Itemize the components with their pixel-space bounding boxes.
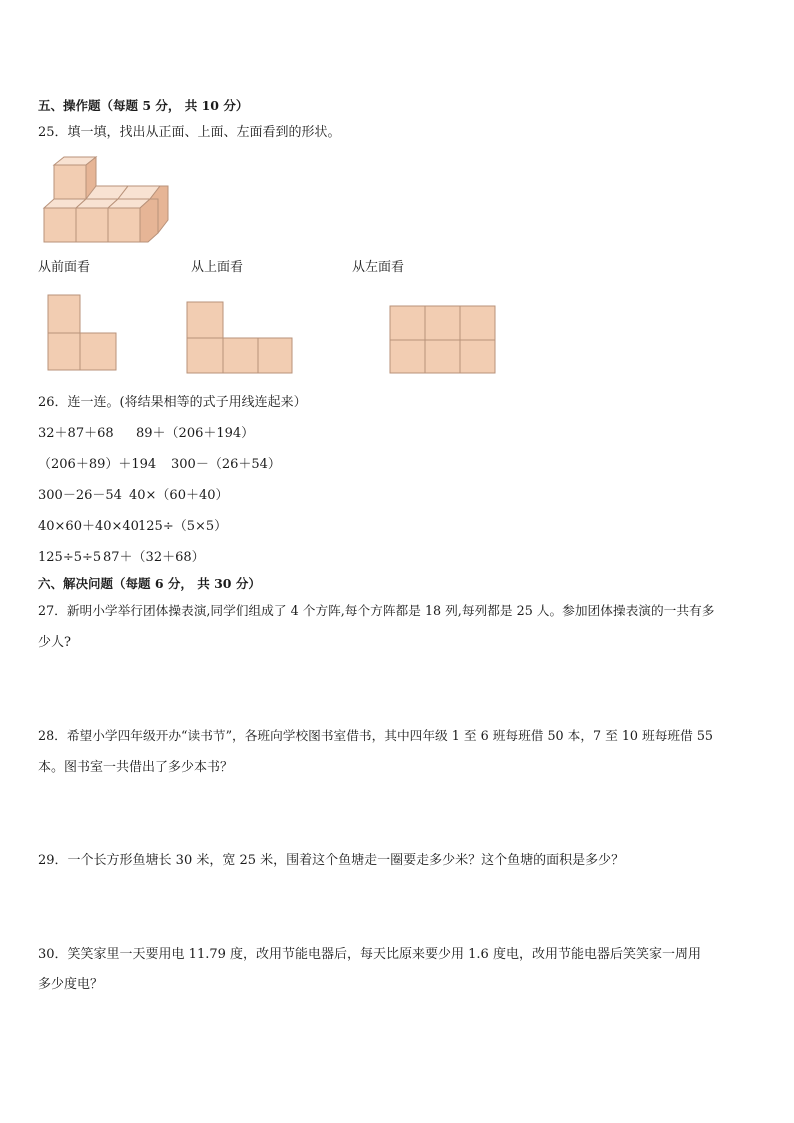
expression-left: 32＋87＋68 — [38, 426, 114, 441]
front-view-shape — [47, 294, 119, 372]
cube-front-face — [76, 208, 108, 242]
view-square — [258, 338, 292, 373]
view-square — [425, 340, 460, 373]
expression-left: 125÷5÷5 — [38, 550, 102, 565]
view-square — [48, 333, 80, 370]
view-square — [460, 306, 495, 340]
view-square — [425, 306, 460, 340]
view-square — [48, 295, 80, 333]
question-27-line2: 少人? — [38, 635, 71, 650]
expression-left: 300－26－54 — [38, 488, 122, 503]
cube-front-face — [108, 208, 140, 242]
expression-right: 300－（26＋54） — [171, 457, 281, 472]
section-five-heading: 五、操作题（每题 5 分， 共 10 分） — [38, 98, 249, 113]
cube-front-face — [44, 208, 76, 242]
question-29-line1: 29．一个长方形鱼塘长 30 米，宽 25 米，围着这个鱼塘走一圈要走多少米？这个鱼塘的面积是多少？ — [38, 853, 625, 868]
question-30-line1: 30．笑笑家里一天要用电 11.79 度，改用节能电器后，每天比原来要少用 1.6 度电，改用节能电器后笑笑家一周用 — [38, 947, 701, 962]
question-28-line1: 28．希望小学四年级开办“读书节”，各班向学校图书室借书，其中四年级 1 至 6 班每班借 50 本，7 至 10 班每班借 55 — [38, 728, 713, 743]
question-30-line2: 多少度电？ — [38, 977, 104, 992]
view-square — [390, 340, 425, 373]
cube-front-face — [54, 165, 86, 199]
cube-arrangement-figure — [40, 155, 172, 247]
label-left-view: 从左面看 — [352, 260, 405, 275]
label-front-view: 从前面看 — [38, 260, 91, 275]
view-square — [187, 338, 223, 373]
expression-left: 40×60＋40×40 — [38, 519, 139, 534]
top-view-shape — [186, 301, 294, 375]
expression-left: （206＋89）＋194 — [38, 457, 157, 472]
view-square — [223, 338, 258, 373]
view-square — [187, 302, 223, 338]
question-25-text: 25．填一填，找出从正面、上面、左面看到的形状。 — [38, 125, 341, 140]
question-26-text: 26．连一连。(将结果相等的式子用线连起来） — [38, 395, 307, 410]
view-square — [390, 306, 425, 340]
label-top-view: 从上面看 — [191, 260, 244, 275]
left-view-shape — [389, 305, 497, 375]
view-square — [80, 333, 116, 370]
expression-right: 87＋（32＋68） — [103, 550, 205, 565]
expression-right: 89＋（206＋194） — [136, 426, 255, 441]
section-six-heading: 六、解决问题（每题 6 分， 共 30 分） — [38, 576, 261, 591]
expression-right: 40×（60＋40） — [129, 488, 229, 503]
expression-right: 125÷（5×5） — [138, 519, 228, 534]
question-28-line2: 本。图书室一共借出了多少本书？ — [38, 760, 234, 775]
view-square — [460, 340, 495, 373]
question-27-line1: 27．新明小学举行团体操表演,同学们组成了 4 个方阵,每个方阵都是 18 列,每列都是 25 人。参加团体操表演的一共有多 — [38, 603, 715, 618]
cube-side-face — [140, 199, 158, 242]
